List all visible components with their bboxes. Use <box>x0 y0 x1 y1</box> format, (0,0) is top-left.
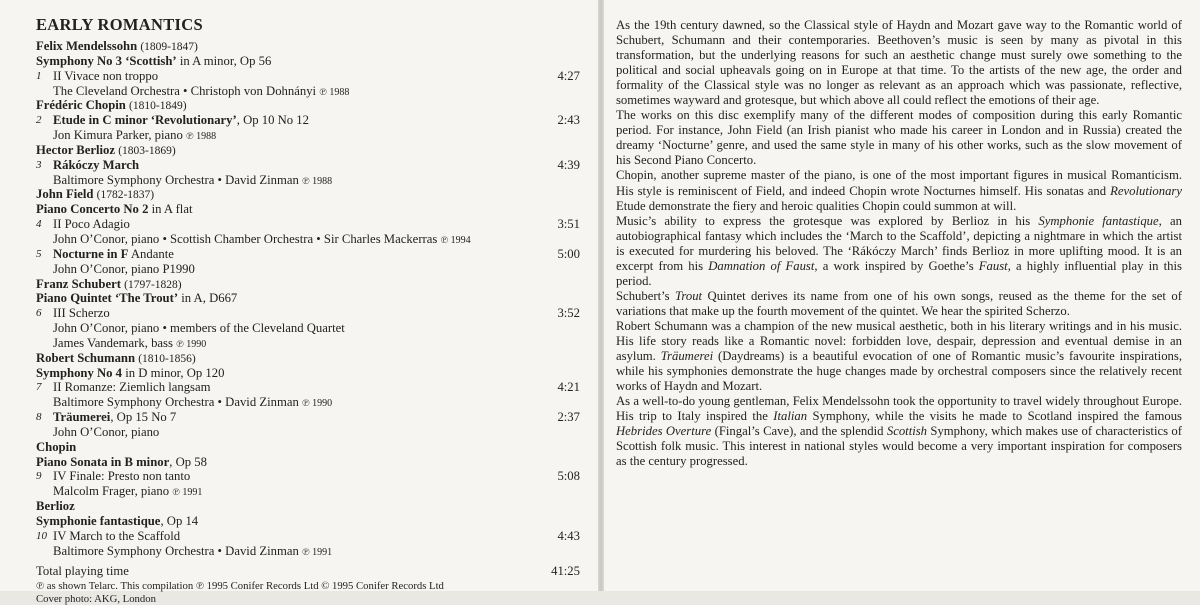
work-title: Piano Sonata in B minor <box>36 454 170 469</box>
album-title: EARLY ROMANTICS <box>36 15 203 34</box>
perf-row <box>36 425 584 440</box>
work-row <box>36 54 584 69</box>
composer-row <box>36 98 584 113</box>
track-duration: 2:43 <box>557 113 580 128</box>
track-duration: 2:37 <box>557 410 580 425</box>
paragraph-text: As a well-to-do young gentleman, Felix Mendelssohn took the opportunity to travel widely throughout Europe. His trip to Italy inspired the <box>616 394 1182 424</box>
liner-paragraph <box>616 319 1182 394</box>
track-duration: 4:21 <box>557 380 580 395</box>
track-title <box>53 69 158 84</box>
track-duration: 5:00 <box>557 246 580 261</box>
liner-paragraph <box>616 168 1182 213</box>
performer-credit: Malcolm Frager, piano <box>53 484 170 499</box>
track-row <box>36 158 584 173</box>
work-row <box>36 455 584 470</box>
performer-credit: Jon Kimura Parker, piano <box>53 128 183 143</box>
total-playing-time <box>36 564 584 579</box>
perf-row <box>36 262 584 277</box>
track-rows <box>36 39 584 559</box>
track-row <box>36 247 584 262</box>
composer-dates: (1810-1849) <box>129 100 187 113</box>
perf-row <box>36 336 584 351</box>
track-title-bold: Nocturne in F <box>53 246 129 261</box>
italic-title: Revolutionary <box>1110 183 1182 198</box>
composer-row <box>36 39 584 54</box>
work-row <box>36 202 584 217</box>
work-title: Piano Concerto No 2 <box>36 202 149 217</box>
paragraph-text: The works on this disc exemplify many of the different modes of composition during this early Romantic period. For instance, John Field (an Irish pianist who made his career in London and in Russia) created the dreamy ‘Nocturne’ genre, and used the same style in many of his other works, such as the slow movement of his Second Piano Concerto. <box>616 108 1182 168</box>
recording-year: ℗ 1991 <box>301 546 333 558</box>
italic-title: Trout <box>675 288 703 303</box>
track-row <box>36 69 584 84</box>
track-title <box>53 306 110 321</box>
track-title <box>53 247 174 262</box>
work-title: Symphony No 4 <box>36 365 123 380</box>
performer-credit: Baltimore Symphony Orchestra • David Zinman <box>53 172 299 187</box>
paragraph-text: , a work inspired by Goethe’s <box>814 258 979 273</box>
liner-paragraph <box>616 108 1182 168</box>
total-time: 41:25 <box>551 563 580 578</box>
work-detail: , Op 14 <box>160 514 199 528</box>
composer-dates: (1797-1828) <box>124 278 182 291</box>
italic-title: Scottish <box>886 424 928 439</box>
track-row <box>36 380 584 395</box>
performer-credit: Baltimore Symphony Orchestra • David Zinman <box>53 395 299 410</box>
liner-paragraph <box>616 214 1182 289</box>
composer-row <box>36 187 584 202</box>
italic-title: Symphonie fantastique <box>1038 213 1159 228</box>
composer-dates: (1810-1856) <box>138 352 196 365</box>
composer-dates: (1803-1869) <box>118 144 176 157</box>
track-title-detail: , Op 10 No 12 <box>236 113 309 128</box>
work-detail: in D minor, Op 120 <box>122 365 225 380</box>
paragraph-text: Symphony, while the visits he made to Scotland inspired the famous <box>807 409 1182 424</box>
liner-paragraph <box>616 394 1182 469</box>
right-page <box>604 0 1200 591</box>
recording-year: ℗ 1988 <box>301 175 333 187</box>
performer-credit: John O’Conor, piano • members of the Cleveland Quartet <box>53 321 345 336</box>
recording-year: ℗ 1990 <box>176 338 207 350</box>
perf-row <box>36 544 584 559</box>
liner-paragraph <box>616 18 1182 108</box>
track-row <box>36 529 584 544</box>
performer-credit: Baltimore Symphony Orchestra • David Zinman <box>53 543 299 558</box>
performer-credit: The Cleveland Orchestra • Christoph von Dohnányi <box>53 83 317 98</box>
composer-name: Berlioz <box>36 499 75 514</box>
performer-credit: John O’Conor, piano <box>53 424 160 439</box>
recording-year: ℗ 1991 <box>172 487 203 499</box>
recording-year: ℗ 1988 <box>319 86 350 98</box>
composer-name: Frédéric Chopin <box>36 98 126 113</box>
perf-row <box>36 173 584 188</box>
track-number: 9 <box>36 470 42 483</box>
composer-name: John Field <box>36 187 94 202</box>
track-number: 7 <box>36 381 42 394</box>
composer-name: Robert Schumann <box>36 350 136 365</box>
track-title-detail: Andante <box>128 246 174 261</box>
track-number: 5 <box>36 247 42 260</box>
italic-title: Träumerei <box>660 349 714 364</box>
track-duration: 4:39 <box>557 157 580 172</box>
paragraph-text: As the 19th century dawned, so the Classical style of Haydn and Mozart gave way to the Romantic world of Schubert, Schumann and their contemporaries. Beethoven’s music is seen by many as pivotal in this transformation, but the underlying reasons for such an aesthetic change must surely owe something to the political and social upheavals going on in Europe at that time. To the artists of the new age, the order and formality of the Classical style was no longer as relevant as an approach which was passionate, reflective, sometimes wayward and grotesque, but which above all could reflect the emotions of their age. <box>616 18 1182 108</box>
paragraph-text: Chopin, another supreme master of the piano, is one of the most important figures in musical Romanticism. His style is reminiscent of Field, and indeed Chopin wrote Nocturnes himself. His sonatas and <box>616 168 1182 198</box>
track-duration: 4:27 <box>557 68 580 83</box>
track-number: 1 <box>36 69 42 82</box>
paragraph-text: Robert Schumann was a champion of the new musical aesthetic, both in his literary writings and in his music. His life story reads like a Romantic novel: forbidden love, despair, depression and eventual demise in an asylum. <box>616 318 1182 364</box>
composer-row <box>36 440 584 455</box>
track-title <box>53 217 130 232</box>
italic-title: Faust <box>978 258 1008 273</box>
track-row <box>36 469 584 484</box>
track-duration: 3:51 <box>557 217 580 232</box>
perf-row <box>36 232 584 247</box>
recording-year: ℗ 1990 <box>301 398 333 410</box>
paragraph-text: (Fingal’s Cave), and the splendid <box>711 424 887 439</box>
track-number: 3 <box>36 158 42 171</box>
paragraph-text: Music’s ability to express the grotesque was explored by Berlioz in his <box>616 213 1039 228</box>
track-row <box>36 306 584 321</box>
composer-name: Felix Mendelssohn <box>36 39 138 53</box>
copyright-line: ℗ as shown Telarc. This compilation ℗ 1995 Conifer Records Ltd © 1995 Conifer Records Ltd <box>36 580 444 593</box>
composer-row <box>36 351 584 366</box>
paragraph-text: Etude demonstrate the fiery and heroic qualities Chopin could summon at will. <box>616 198 1017 213</box>
track-title-bold: Rákóczy March <box>53 157 140 172</box>
work-detail: , Op 58 <box>169 454 207 469</box>
liner-paragraph <box>616 289 1182 319</box>
total-label: Total playing time <box>36 563 129 578</box>
composer-row <box>36 143 584 158</box>
composer-name: Franz Schubert <box>36 276 121 291</box>
italic-title: Hebrides Overture <box>616 424 712 439</box>
track-title <box>53 529 180 544</box>
liner-notes <box>616 18 1182 469</box>
track-title <box>53 113 309 128</box>
italic-title: Damnation of Faust <box>708 258 815 273</box>
track-title <box>53 410 176 425</box>
work-title: Symphony No 3 ‘Scottish’ <box>36 53 177 68</box>
copyright-footer <box>36 580 584 605</box>
recording-year: ℗ 1988 <box>186 131 217 143</box>
perf-row <box>36 484 584 499</box>
composer-name: Chopin <box>36 439 77 454</box>
composer-name: Hector Berlioz <box>36 142 116 157</box>
track-title <box>53 469 190 484</box>
cover-credit: Cover photo: AKG, London <box>36 592 156 605</box>
track-title <box>53 380 211 395</box>
track-title-bold: Träumerei <box>53 410 111 425</box>
paragraph-text: Schubert’s <box>616 288 676 303</box>
track-title-text: IV Finale: Presto non tanto <box>53 469 191 484</box>
track-title-text: II Poco Adagio <box>53 217 130 232</box>
work-row <box>36 514 584 529</box>
track-title-detail: , Op 15 No 7 <box>110 410 177 425</box>
paragraph-text: , an autobiographical fantasy which includes the ‘March to the Scaffold’, depicting a nightmare in which the artist is executed for murdering his beloved. The ‘Rákóczy March’ finds Berlioz in more uplifting mood. It is an excerpt from his <box>616 213 1182 273</box>
italic-title: Italian <box>773 409 808 424</box>
track-duration: 5:08 <box>557 469 580 484</box>
composer-row <box>36 499 584 514</box>
performer-credit: John O’Conor, piano • Scottish Chamber Orchestra • Sir Charles Mackerras <box>53 231 438 246</box>
paragraph-text: Symphony, which makes use of characteristics of Scottish folk music. This interest in national styles would become a very important inspiration for composers as the century progressed. <box>616 424 1182 469</box>
track-number: 10 <box>36 529 47 542</box>
perf-row <box>36 395 584 410</box>
perf-row <box>36 84 584 99</box>
composer-row <box>36 277 584 292</box>
track-number: 2 <box>36 114 42 127</box>
track-title-bold: Etude in C minor ‘Revolutionary’ <box>53 113 237 128</box>
work-title: Symphonie fantastique <box>36 514 161 528</box>
work-row <box>36 291 584 306</box>
left-page <box>0 0 598 605</box>
work-detail: in A minor, Op 56 <box>176 53 272 68</box>
track-number: 8 <box>36 411 42 424</box>
track-title-text: IV March to the Scaffold <box>53 528 181 543</box>
track-title-text: II Romanze: Ziemlich langsam <box>53 380 211 395</box>
performer-credit: James Vandemark, bass <box>53 335 173 350</box>
track-title-text: II Vivace non troppo <box>53 68 159 83</box>
track-number: 4 <box>36 218 42 231</box>
track-title <box>53 158 139 173</box>
work-title: Piano Quintet ‘The Trout’ <box>36 291 179 306</box>
perf-row <box>36 321 584 336</box>
paragraph-text: , a highly influential play in this period. <box>616 258 1182 288</box>
track-row <box>36 217 584 232</box>
track-row <box>36 410 584 425</box>
paragraph-text: (Daydreams) is a beautiful evocation of one of Romantic music’s favourite inspirations, while his symphonies demonstrate the huge changes made by orchestral composers since the relatively recent works of Haydn and Mozart. <box>616 349 1182 394</box>
work-detail: in A flat <box>148 202 193 217</box>
track-row <box>36 113 584 128</box>
composer-dates: (1809-1847) <box>140 41 198 53</box>
perf-row <box>36 128 584 143</box>
track-number: 6 <box>36 307 42 320</box>
track-duration: 3:52 <box>557 306 580 321</box>
work-detail: in A, D667 <box>178 291 238 306</box>
track-title-text: III Scherzo <box>53 306 110 321</box>
recording-year: ℗ 1994 <box>440 234 471 246</box>
composer-dates: (1782-1837) <box>96 189 155 202</box>
work-row <box>36 366 584 381</box>
track-duration: 4:43 <box>557 528 580 543</box>
paragraph-text: Quintet derives its name from one of his own songs, reused as the theme for the set of variations that make up the fourth movement of the quintet. We hear the spirited Scherzo. <box>616 288 1182 318</box>
tracklist <box>36 15 584 605</box>
performer-credit: John O’Conor, piano P1990 <box>53 261 195 276</box>
